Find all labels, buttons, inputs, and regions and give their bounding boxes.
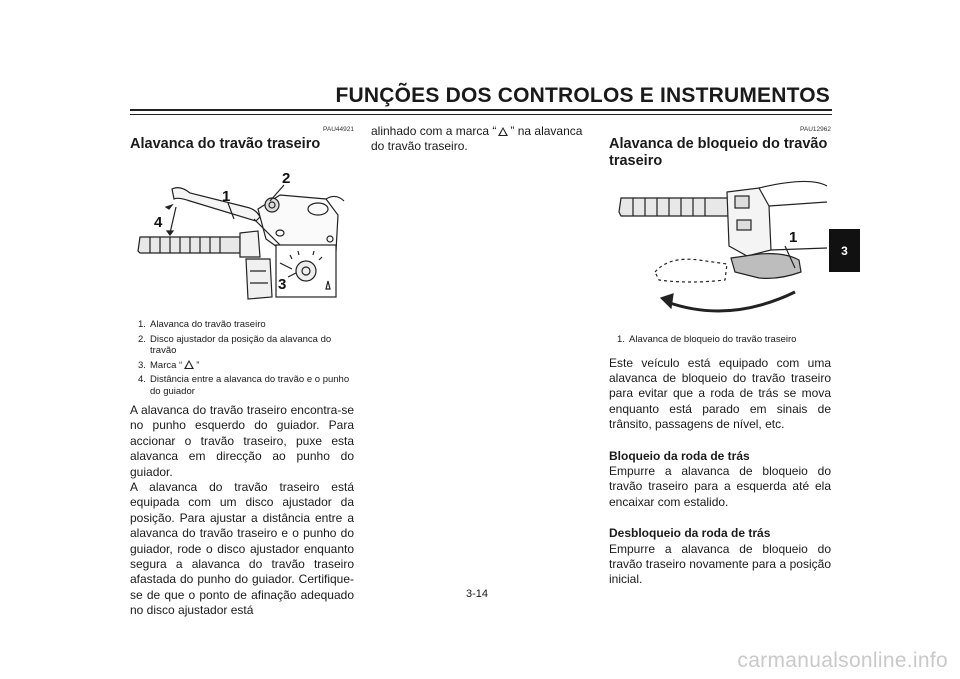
- body-paragraph: Empurre a alavanca de bloqueio do travão traseiro para a esquerda até ela encaixar com estalido.: [609, 463, 831, 509]
- section-title-brake-lock-lever: Alavanca de bloqueio do travão traseiro: [609, 136, 828, 169]
- triangle-mark-icon: [498, 127, 508, 136]
- figure-rear-brake-lever: [130, 159, 348, 309]
- figure-label-3: 3: [278, 276, 287, 293]
- section-title-rear-brake-lever: Alavanca do travão traseiro: [130, 136, 321, 152]
- lock-lever-illustration: [609, 176, 831, 326]
- caption-item: 2. Disco ajustador da posição da alavanca do travão: [138, 333, 332, 356]
- header-rule-thin: [130, 114, 832, 115]
- figure-captions: [609, 334, 831, 346]
- triangle-mark-icon: [184, 360, 194, 369]
- subheading-lock: Bloqueio da roda de trás: [609, 448, 750, 463]
- body-paragraph: Este veículo está equipado com uma alavanca de bloqueio do travão traseiro para evitar que a roda de trás se mova enquanto está parado em sinais de trânsito, passagens de nível, etc.: [609, 355, 831, 432]
- section-code: PAU12962: [800, 126, 831, 133]
- column-left: [130, 126, 354, 619]
- watermark: carmanualsonline.info: [737, 649, 948, 672]
- body-paragraph: A alavanca do travão traseiro está equipada com um disco ajustador da posição. Para ajustar a distância entre a alavanca do travão traseiro e o punho do guiador, rode o disco ajustador enquanto segura a alavanca do travão traseiro afastada do punho do guiador. Certifique-se de que o ponto de afinação adequado no disco ajustador está: [130, 480, 354, 618]
- figure-label-1: 1: [789, 229, 798, 246]
- caption-item: 4. Distância entre a alavanca do travão e o punho do guiador: [138, 374, 350, 397]
- figure-label-2: 2: [282, 170, 291, 187]
- figure-label-1: 1: [222, 188, 231, 205]
- subheading-unlock: Desbloqueio da roda de trás: [609, 526, 771, 541]
- chapter-tab[interactable]: 3: [829, 229, 860, 272]
- header-rule: [130, 109, 832, 111]
- caption-item: 1. Alavanca do travão traseiro: [138, 319, 266, 330]
- body-paragraph: Empurre a alavanca de bloqueio do travão traseiro novamente para a posição inicial.: [609, 541, 831, 587]
- body-paragraph: A alavanca do travão traseiro encontra-se no punho esquerdo do guiador. Para accionar o travão traseiro, puxe esta alavanca em direcção ao punho do guiador.: [130, 403, 354, 479]
- column-middle: [371, 124, 595, 155]
- column-right: [609, 126, 831, 588]
- page-header-title: FUNÇÕES DOS CONTROLOS E INSTRUMENTOS: [335, 84, 830, 107]
- figure-captions: [130, 319, 354, 397]
- page-number: 3-14: [466, 588, 489, 600]
- continuation-paragraph: alinhado com a marca “ ” na alavanca do travão traseiro.: [371, 124, 583, 154]
- figure-label-4: 4: [154, 214, 163, 231]
- brake-lever-illustration: [130, 159, 348, 309]
- caption-item: 1. Alavanca de bloqueio do travão traseiro: [617, 334, 797, 345]
- figure-brake-lock-lever: [609, 176, 831, 326]
- caption-item: 3. Marca “ ”: [138, 359, 200, 371]
- section-code: PAU44921: [323, 126, 354, 133]
